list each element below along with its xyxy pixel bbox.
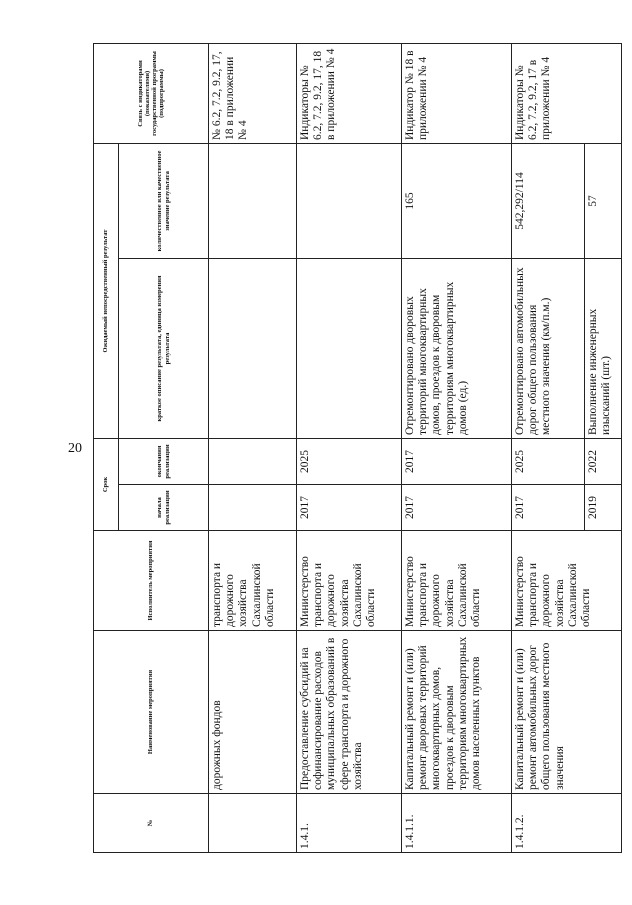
row-name: дорожных фондов [209,631,297,794]
row-value: 165 [402,144,512,259]
row-end: 2025 [297,439,402,485]
row-end: 2017 [402,439,512,485]
rotated-table-container [93,44,613,853]
row-executor: транспорта и дорожного хозяйства Сахалинской области [209,531,297,631]
header-result: Ожидаемый непосредственный результат [94,144,119,439]
row-start [209,485,297,531]
subrow-desc: Выполнение инженерных изысканий (шт.) [585,259,622,439]
row-desc [209,259,297,439]
row-num: 1.4.1. [297,794,402,853]
measures-table [93,43,622,853]
header-name: Наименование мероприятия [94,631,209,794]
table-row [209,44,297,853]
header-term-end: окончания реализации [119,439,209,485]
row-desc: Отремонтировано дворовых территорий многоквартирных домов, проездов к дворовым территориям многоквартирных домов (ед.) [402,259,512,439]
row-name: Капитальный ремонт и (или) ремонт дворовых территорий многоквартирных домов, проездов к дворовым территориям многоквартирных домов населенных пунктов [402,631,512,794]
row-executor: Министерство транспорта и дорожного хозяйства Сахалинской области [297,531,402,631]
row-end: 2025 [512,439,585,485]
subrow-start: 2019 [585,485,622,531]
row-desc [297,259,402,439]
subrow-end: 2022 [585,439,622,485]
row-link: № 6.2, 7.2, 9.2, 17, 18 в приложении № 4 [209,44,297,144]
row-num: 1.4.1.2. [512,794,622,853]
header-term: Срок [94,439,119,531]
row-executor: Министерство транспорта и дорожного хозяйства Сахалинской области [402,531,512,631]
page-number: 20 [68,441,82,456]
row-value [209,144,297,259]
row-name: Предоставление субсидий на софинансирование расходов муниципальных образований в сфере транспорта и дорожного хозяйства [297,631,402,794]
row-link: Индикаторы № 6.2, 7.2, 9.2, 17, 18 в приложении № 4 [297,44,402,144]
header-result-value: количественное или качественное значение результата [119,144,209,259]
row-link: Индикатор № 18 в приложении № 4 [402,44,512,144]
header-link: Связь с индикаторами (показателями) государственной программы (подпрограммы) [94,44,209,144]
table-row [297,44,402,853]
header-result-desc: краткое описание результата, единица измерения результата [119,259,209,439]
row-name: Капитальный ремонт и (или) ремонт автомобильных дорог общего пользования местного значения [512,631,622,794]
header-row-1 [94,44,119,853]
table-row [402,44,512,853]
header-term-start: начала реализации [119,485,209,531]
table-row [512,44,585,853]
row-start: 2017 [512,485,585,531]
header-executor: Исполнитель мероприятия [94,531,209,631]
row-link: Индикаторы № 6.2, 7.2, 9.2, 17 в приложении № 4 [512,44,622,144]
row-start: 2017 [297,485,402,531]
header-num: № [94,794,209,853]
row-executor: Министерство транспорта и дорожного хозяйства Сахалинской области [512,531,622,631]
row-value [297,144,402,259]
row-value: 542,292/114 [512,144,585,259]
row-num [209,794,297,853]
subrow-value: 57 [585,144,622,259]
row-end [209,439,297,485]
row-num: 1.4.1.1. [402,794,512,853]
row-start: 2017 [402,485,512,531]
row-desc: Отремонтировано автомобильных дорог общего пользования местного значения (км/п.м.) [512,259,585,439]
